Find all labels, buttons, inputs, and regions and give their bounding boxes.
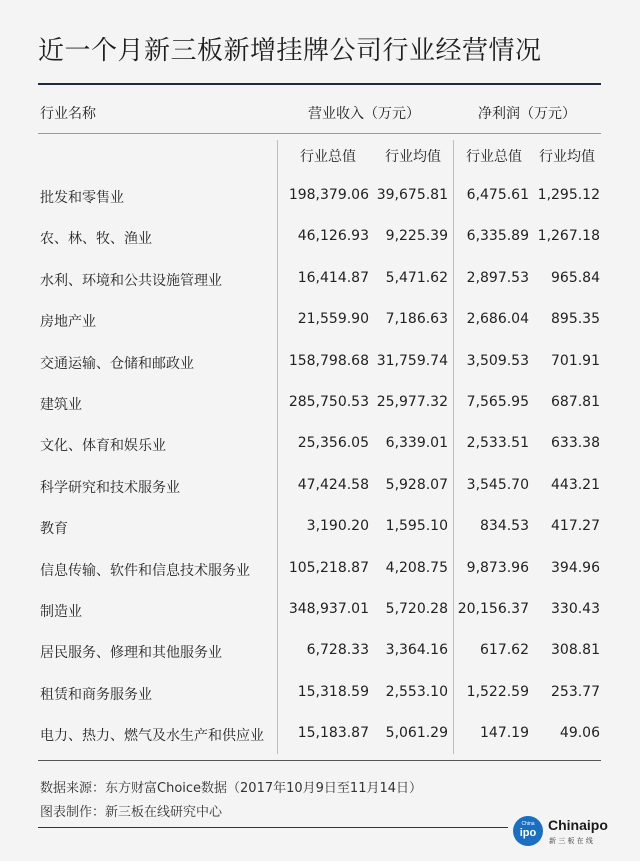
net-profit-total-cell: 2,533.51 [466, 435, 529, 451]
revenue-average-cell: 6,339.01 [385, 435, 448, 451]
revenue-total-cell: 198,379.06 [288, 187, 369, 203]
table-row [0, 394, 640, 414]
net-profit-total-cell: 9,873.96 [466, 560, 529, 576]
revenue-total-cell: 15,318.59 [297, 684, 369, 700]
table-row [0, 270, 640, 290]
table-row [0, 684, 640, 704]
revenue-average-cell: 5,061.29 [385, 725, 448, 741]
industry-name-cell: 电力、热力、燃气及水生产和供应业 [40, 728, 264, 744]
industry-name-cell: 交通运输、仓储和邮政业 [40, 356, 194, 372]
svg-text:ipo: ipo [519, 827, 537, 839]
table-row [0, 435, 640, 455]
revenue-total-cell: 105,218.87 [288, 560, 369, 576]
revenue-average-cell: 9,225.39 [385, 228, 448, 244]
revenue-average-cell: 5,720.28 [385, 601, 448, 617]
industry-name-cell: 水利、环境和公共设施管理业 [40, 273, 222, 289]
net-profit-average-cell: 687.81 [551, 394, 600, 410]
net-profit-total-cell: 6,335.89 [466, 228, 529, 244]
net-profit-average-cell: 1,267.18 [537, 228, 600, 244]
revenue-average-cell: 4,208.75 [385, 560, 448, 576]
industry-name-cell: 居民服务、修理和其他服务业 [40, 645, 222, 661]
net-profit-average-cell: 330.43 [551, 601, 600, 617]
net-profit-average-cell: 49.06 [559, 725, 600, 741]
svg-text:新 三 板 在 线: 新 三 板 在 线 [549, 837, 593, 845]
revenue-total-cell: 6,728.33 [306, 642, 369, 658]
revenue-average-cell: 31,759.74 [376, 353, 448, 369]
industry-name-cell: 科学研究和技术服务业 [40, 480, 180, 496]
industry-name-cell: 制造业 [40, 604, 82, 620]
table-row [0, 601, 640, 621]
net-profit-average-cell: 443.21 [551, 477, 600, 493]
maker-note: 图表制作：新三板在线研究中心 [40, 805, 223, 820]
net-profit-total-cell: 834.53 [480, 518, 529, 534]
svg-text:Chinaipo: Chinaipo [548, 817, 608, 833]
net-profit-total-cell: 2,897.53 [466, 270, 529, 286]
table-row [0, 560, 640, 580]
subheader-rev-avg: 行业均值 [385, 149, 441, 165]
table-bottom-rule [38, 760, 601, 761]
net-profit-total-cell: 20,156.37 [457, 601, 529, 617]
table-row [0, 518, 640, 538]
revenue-total-cell: 15,183.87 [297, 725, 369, 741]
net-profit-average-cell: 701.91 [551, 353, 600, 369]
revenue-average-cell: 2,553.10 [385, 684, 448, 700]
revenue-total-cell: 285,750.53 [288, 394, 369, 410]
chinaipo-logo [512, 812, 622, 850]
revenue-total-cell: 47,424.58 [297, 477, 369, 493]
table-row [0, 642, 640, 662]
table-row [0, 228, 640, 248]
net-profit-average-cell: 895.35 [551, 311, 600, 327]
net-profit-total-cell: 1,522.59 [466, 684, 529, 700]
revenue-total-cell: 158,798.68 [288, 353, 369, 369]
revenue-average-cell: 7,186.63 [385, 311, 448, 327]
revenue-total-cell: 3,190.20 [306, 518, 369, 534]
table-row [0, 187, 640, 207]
net-profit-average-cell: 308.81 [551, 642, 600, 658]
subheader-rev-total: 行业总值 [300, 149, 356, 165]
revenue-total-cell: 21,559.90 [297, 311, 369, 327]
industry-name-cell: 租赁和商务服务业 [40, 687, 152, 703]
net-profit-total-cell: 617.62 [480, 642, 529, 658]
table-row [0, 725, 640, 745]
net-profit-total-cell: 2,686.04 [466, 311, 529, 327]
revenue-average-cell: 39,675.81 [376, 187, 448, 203]
table-row [0, 311, 640, 331]
revenue-average-cell: 25,977.32 [376, 394, 448, 410]
net-profit-average-cell: 253.77 [551, 684, 600, 700]
industry-name-cell: 教育 [40, 521, 68, 537]
revenue-average-cell: 5,471.62 [385, 270, 448, 286]
revenue-total-cell: 348,937.01 [288, 601, 369, 617]
net-profit-average-cell: 965.84 [551, 270, 600, 286]
net-profit-average-cell: 394.96 [551, 560, 600, 576]
industry-name-cell: 批发和零售业 [40, 190, 124, 206]
revenue-average-cell: 5,928.07 [385, 477, 448, 493]
subheader-np-total: 行业总值 [466, 149, 522, 165]
industry-name-cell: 房地产业 [40, 314, 96, 330]
header-revenue: 营业收入（万元） [308, 106, 420, 122]
header-profit: 净利润（万元） [478, 106, 576, 122]
industry-name-cell: 建筑业 [40, 397, 82, 413]
net-profit-total-cell: 7,565.95 [466, 394, 529, 410]
industry-name-cell: 信息传输、软件和信息技术服务业 [40, 563, 250, 579]
table-row [0, 353, 640, 373]
net-profit-average-cell: 633.38 [551, 435, 600, 451]
table-row [0, 477, 640, 497]
page-title: 近一个月新三板新增挂牌公司行业经营情况 [38, 36, 542, 66]
svg-text:China: China [521, 821, 535, 827]
subheader-np-avg: 行业均值 [539, 149, 595, 165]
revenue-average-cell: 3,364.16 [385, 642, 448, 658]
net-profit-average-cell: 417.27 [551, 518, 600, 534]
net-profit-total-cell: 3,509.53 [466, 353, 529, 369]
net-profit-average-cell: 1,295.12 [537, 187, 600, 203]
source-note: 数据来源：东方财富Choice数据（2017年10月9日至11月14日） [40, 781, 423, 796]
net-profit-total-cell: 147.19 [480, 725, 529, 741]
header-industry: 行业名称 [40, 106, 96, 122]
revenue-total-cell: 46,126.93 [297, 228, 369, 244]
industry-name-cell: 文化、体育和娱乐业 [40, 438, 166, 454]
revenue-total-cell: 25,356.05 [297, 435, 369, 451]
industry-name-cell: 农、林、牧、渔业 [40, 231, 152, 247]
net-profit-total-cell: 6,475.61 [466, 187, 529, 203]
footer-rule [38, 827, 508, 828]
net-profit-total-cell: 3,545.70 [466, 477, 529, 493]
revenue-total-cell: 16,414.87 [297, 270, 369, 286]
revenue-average-cell: 1,595.10 [385, 518, 448, 534]
